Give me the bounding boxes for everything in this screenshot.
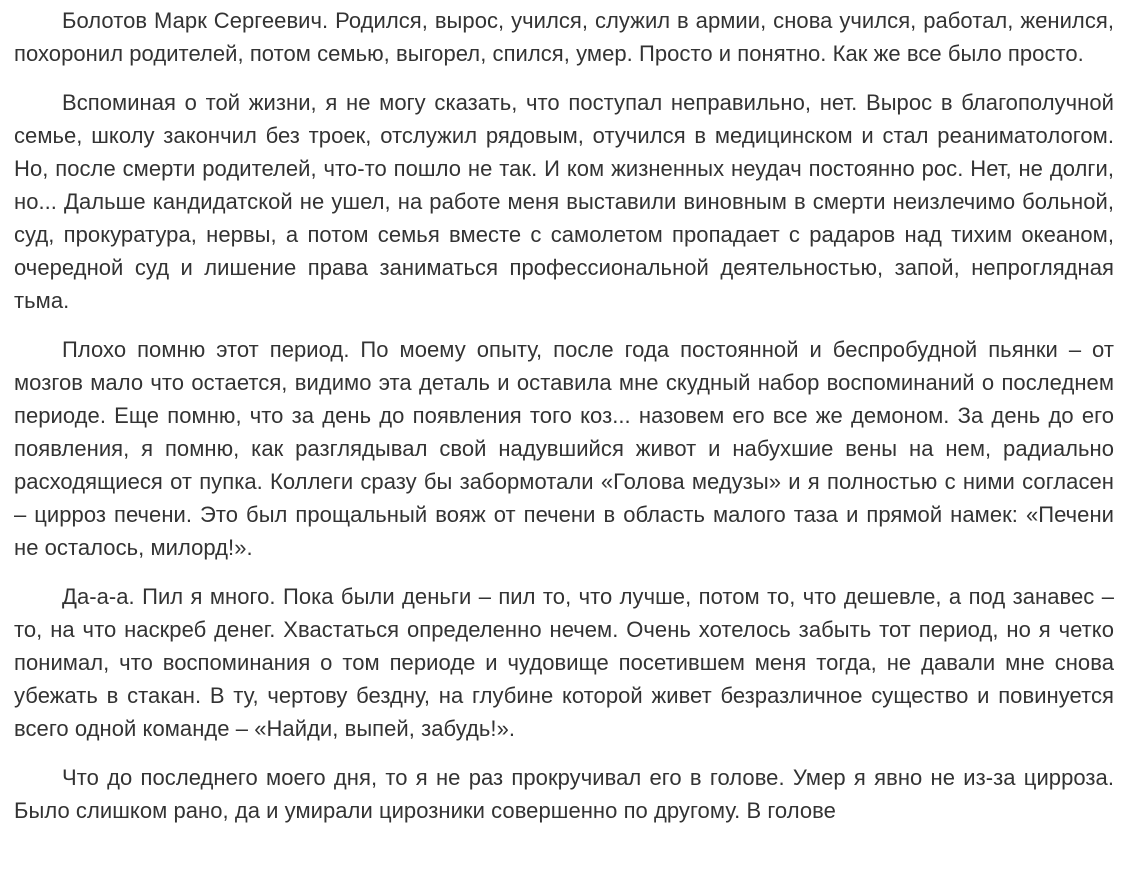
paragraph-5: Что до последнего моего дня, то я не раз прокручивал его в голове. Умер я явно не из-за цирроза. Было слишком рано, да и умирали цирозники совершенно по другому. В голове [14, 765, 1114, 823]
paragraph-1: Болотов Марк Сергеевич. Родился, вырос, учился, служил в армии, снова учился, работал, женился, похоронил родителей, потом семью, выгорел, спился, умер. Просто и понятно. Как же все было просто. [14, 8, 1114, 66]
paragraph-2: Вспоминая о той жизни, я не могу сказать, что поступал неправильно, нет. Вырос в благополучной семье, школу закончил без троек, отслужил рядовым, отучился в медицинском и стал реаниматологом. Но, после смерти родителей, что-то пошло не так. И ком жизненных неудач постоянно рос. Нет, не долги, но... Дальше кандидатской не ушел, на работе меня выставили виновным в смерти неизлечимо больной, суд, прокуратура, нервы, а потом семья вместе с самолетом пропадает с радаров над тихим океаном, очередной суд и лишение права заниматься профессиональной деятельностью, запой, непроглядная тьма. [14, 90, 1114, 313]
paragraph-4: Да-а-а. Пил я много. Пока были деньги – пил то, что лучше, потом то, что дешевле, а под занавес – то, на что наскреб денег. Хвастаться определенно нечем. Очень хотелось забыть тот период, но я четко понимал, что воспоминания о том периоде и чудовище посетившем меня тогда, не давали мне снова убежать в стакан. В ту, чертову бездну, на глубине которой живет безразличное существо и повинуется всего одной команде – «Найди, выпей, забудь!». [14, 584, 1114, 741]
document-page [14, 0, 1114, 883]
paragraph-3: Плохо помню этот период. По моему опыту, после года постоянной и беспробудной пьянки – от мозгов мало что остается, видимо эта деталь и оставила мне скудный набор воспоминаний о последнем периоде. Еще помню, что за день до появления того коз... назовем его все же демоном. За день до его появления, я помню, как разглядывал свой надувшийся живот и набухшие вены на нем, радиально расходящиеся от пупка. Коллеги сразу бы забормотали «Голова медузы» и я полностью с ними согласен – цирроз печени. Это был прощальный вояж от печени в область малого таза и прямой намек: «Печени не осталось, милорд!». [14, 337, 1114, 560]
